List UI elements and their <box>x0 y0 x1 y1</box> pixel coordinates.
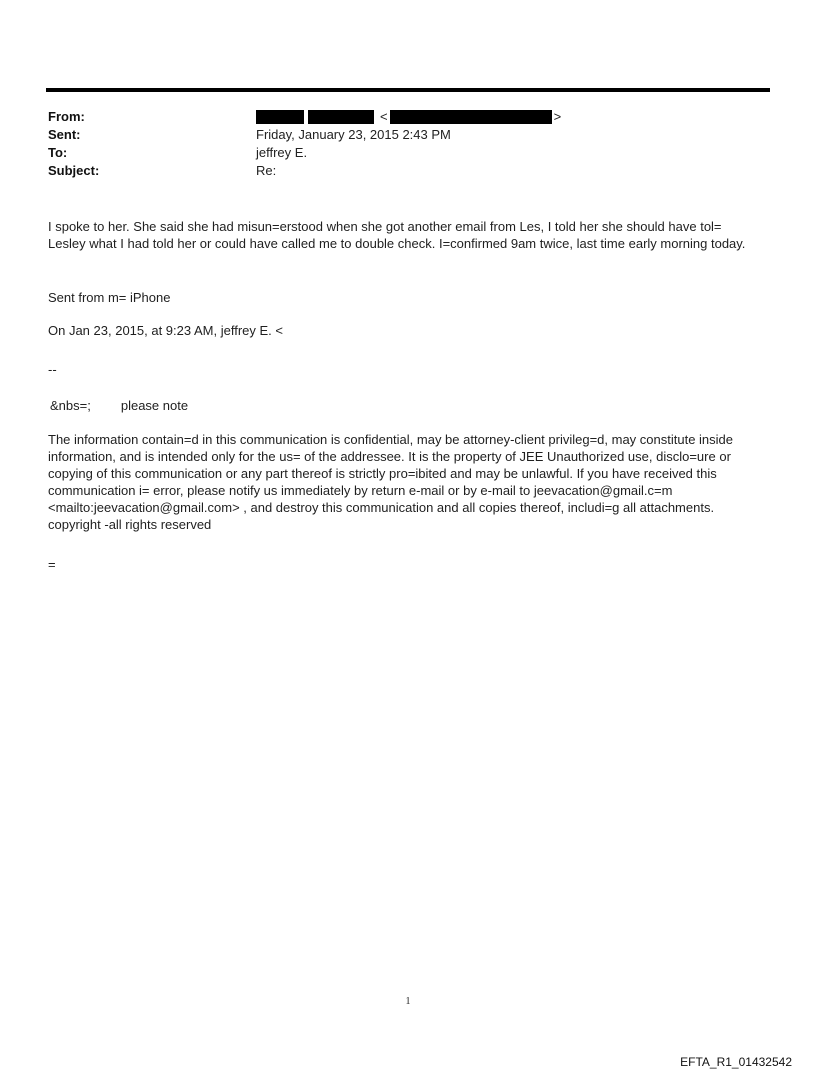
redaction-block <box>308 110 374 124</box>
redaction-block <box>256 110 304 124</box>
disclaimer-paragraph: The information contain=d in this communication is confidential, may be attorney-client privileg=d, may constitute inside information, and is intended only for the us= of the addressee. It is the property of JEE Unauthorized use, disclo=ure or copying of this communication or any part thereof is strictly pro=ibited and may be unlawful. If you have received this communication i= error, please notify us immediately by return e-mail or by e-mail to jeevacation@gmail.c=m <mailto:jeevacation@gmail.com> , and destroy this communication and all copies thereof, includi=g all attachments. copyright -all rights reserved <box>48 432 734 532</box>
email-open-bracket: < <box>380 109 388 124</box>
subject-label: Subject: <box>48 163 100 178</box>
sent-value: Friday, January 23, 2015 2:43 PM <box>256 127 451 142</box>
to-value: jeffrey E. <box>256 145 308 160</box>
separator-line: -- <box>48 362 57 377</box>
from-value <box>256 108 561 126</box>
nbs-entity: &nbs=; <box>50 398 91 413</box>
to-label: To: <box>48 145 68 160</box>
bates-number: EFTA_R1_01432542 <box>680 1055 792 1069</box>
please-note-text: please note <box>120 398 189 413</box>
from-label: From: <box>48 109 85 124</box>
from-row <box>48 108 768 126</box>
sent-row <box>48 126 768 144</box>
sent-label: Sent: <box>48 127 81 142</box>
redaction-block <box>390 110 552 124</box>
header-divider <box>46 88 770 92</box>
subject-value: Re: <box>256 163 277 178</box>
trailing-equals: = <box>48 557 56 572</box>
email-header <box>48 108 768 180</box>
please-note-line <box>48 397 758 414</box>
subject-row <box>48 162 768 180</box>
message-paragraph: I spoke to her. She said she had misun=erstood when she got another email from Les, I told her she should have tol= Lesley what I had told her or could have called me to double check. I=confirmed 9am twice, last time early morning today. <box>48 219 746 251</box>
email-close-bracket: > <box>553 109 562 124</box>
to-row <box>48 144 768 162</box>
signature-line: Sent from m= iPhone <box>48 290 171 305</box>
quoted-intro: On Jan 23, 2015, at 9:23 AM, jeffrey E. < <box>48 323 283 338</box>
page-number: 1 <box>405 996 411 1007</box>
